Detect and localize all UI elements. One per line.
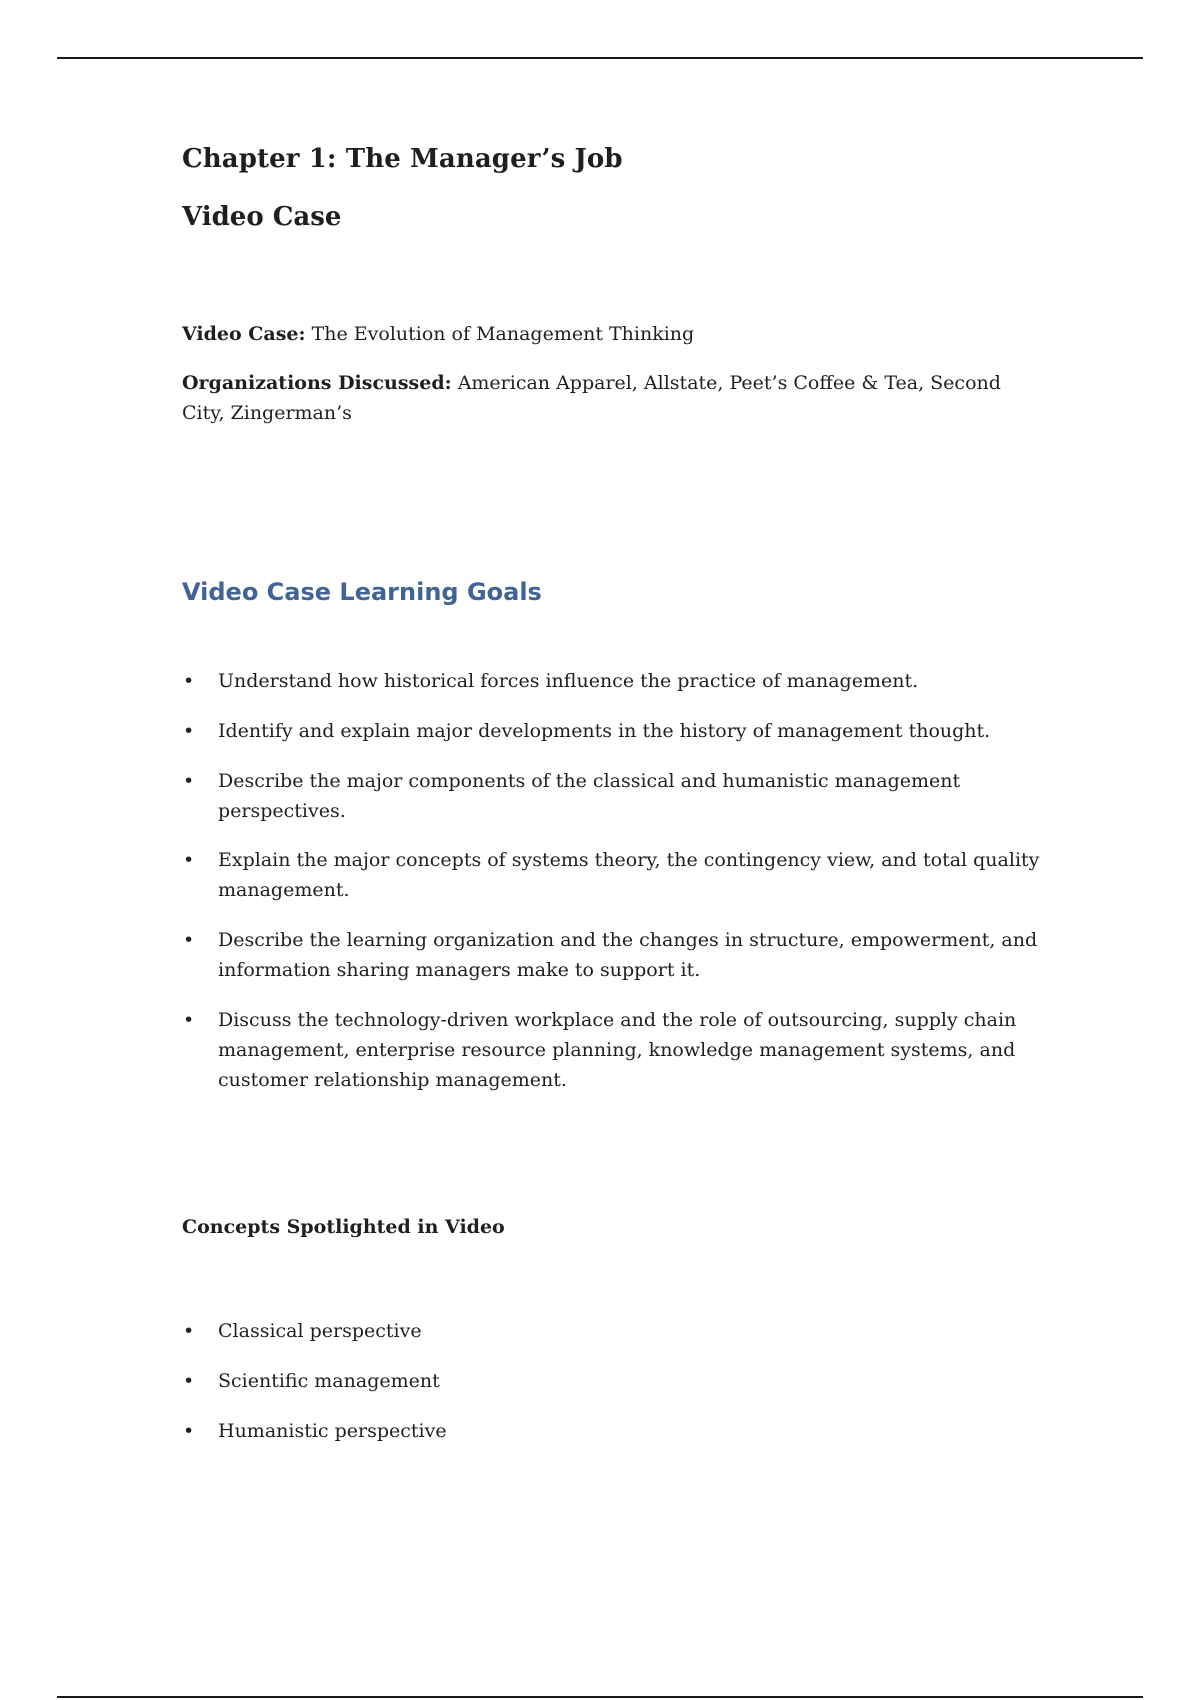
learning-goals-title: Video Case Learning Goals	[182, 578, 542, 606]
list-item	[182, 1005, 1042, 1095]
bullet-icon: •	[183, 929, 195, 951]
learning-goal-text: Explain the major concepts of systems theory, the contingency view, and total quality management.	[218, 849, 1040, 901]
list-item	[182, 845, 1042, 905]
concept-text: Classical perspective	[218, 1320, 422, 1342]
concept-text: Scientific management	[218, 1370, 440, 1392]
bullet-icon: •	[183, 849, 195, 871]
organizations-value: American Apparel, Allstate, Peet’s Coffee & Tea, Second City, Zingerman’s	[182, 372, 1001, 424]
learning-goal-text: Identify and explain major developments in the history of management thought.	[218, 720, 991, 742]
organizations-label: Organizations Discussed:	[182, 372, 452, 394]
chapter-title: Chapter 1: The Manager’s Job	[182, 144, 623, 174]
list-item	[182, 766, 1042, 826]
top-rule	[57, 57, 1143, 59]
bullet-icon: •	[183, 1370, 195, 1392]
bullet-icon: •	[183, 670, 195, 692]
learning-goal-text: Understand how historical forces influence the practice of management.	[218, 670, 919, 692]
bullet-icon: •	[183, 720, 195, 742]
list-item	[182, 1316, 1042, 1346]
video-case-line	[182, 319, 1042, 349]
concepts-title: Concepts Spotlighted in Video	[182, 1216, 505, 1238]
bottom-rule	[57, 1696, 1143, 1698]
list-item	[182, 666, 1042, 696]
concepts-list	[182, 1316, 1042, 1466]
learning-goal-text: Describe the major components of the classical and humanistic management perspectives.	[218, 770, 961, 822]
bullet-icon: •	[183, 1320, 195, 1342]
list-item	[182, 1416, 1042, 1446]
bullet-icon: •	[183, 1009, 195, 1031]
list-item	[182, 1366, 1042, 1396]
video-case-value: The Evolution of Management Thinking	[311, 323, 695, 345]
section-title: Video Case	[182, 202, 342, 232]
learning-goal-text: Describe the learning organization and the changes in structure, empowerment, and information sharing managers make to support it.	[218, 929, 1038, 981]
concept-text: Humanistic perspective	[218, 1420, 447, 1442]
list-item	[182, 925, 1042, 985]
list-item	[182, 716, 1042, 746]
video-case-label: Video Case:	[182, 323, 306, 345]
learning-goals-list	[182, 666, 1042, 1115]
organizations-line	[182, 368, 1042, 428]
bullet-icon: •	[183, 770, 195, 792]
learning-goal-text: Discuss the technology-driven workplace and the role of outsourcing, supply chain management, enterprise resource planning, knowledge management systems, and customer relationship management.	[218, 1009, 1017, 1091]
bullet-icon: •	[183, 1420, 195, 1442]
